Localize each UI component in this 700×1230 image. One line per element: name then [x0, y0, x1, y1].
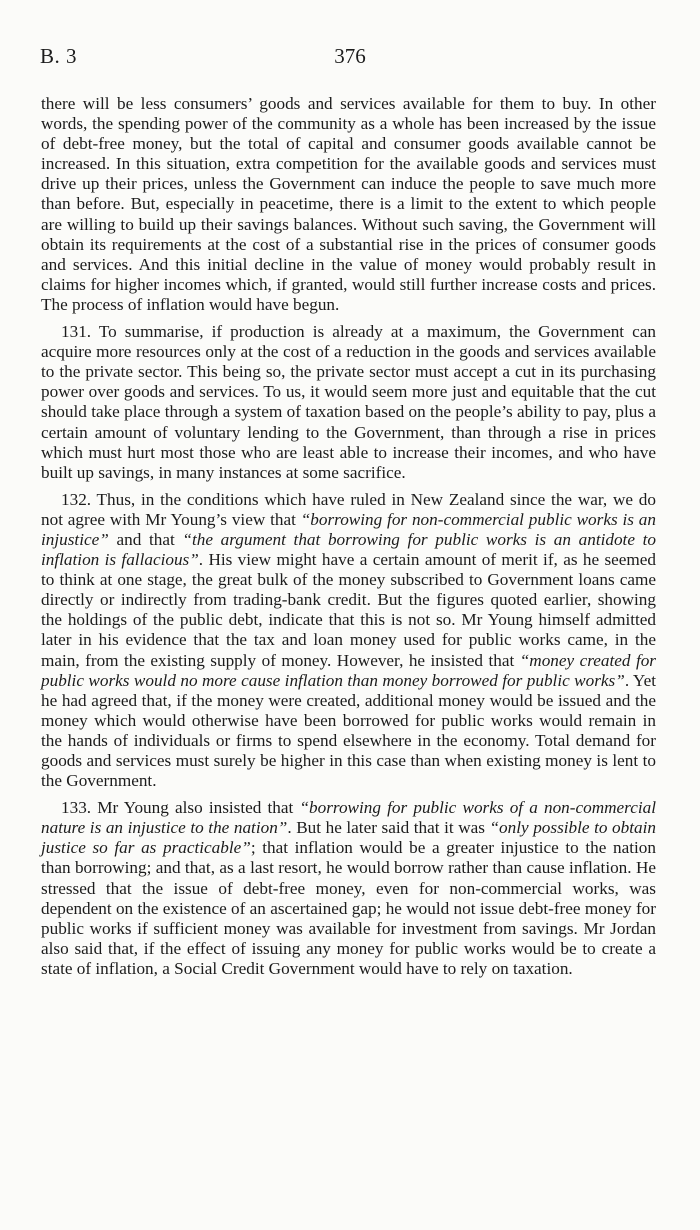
text-run: 131. To summarise, if production is already at a maximum, the Government can acquire more resources only at the cost of a reduction in the goods and services available to the private sector. This being so, the private sector must accept a cut in its purchasing power over goods and services. To us, it would seem more just and equitable that the cut should take place through a system of taxation based on the people’s ability to pay, plus a certain amount of voluntary lending to the Government, than through a rise in prices which must hurt most those who are least able to increase their incomes, and who have built up savings, in many instances at some sacrifice. — [41, 322, 656, 482]
text-run: . Yet he had agreed that, if the money were created, additional money would be issued and the money which would otherwise have been borrowed for public works would remain in the hands of individuals or firms to spend elsewhere in the economy. Total demand for goods and services must surely be higher in this case than when existing money is lent to the Government. — [41, 670, 657, 791]
paragraph-132 — [41, 490, 656, 791]
quoted-text: “the argument that borrowing for public works is an antidote to inflation is fallacious” — [41, 529, 657, 570]
text-run: there will be less consumers’ goods and services available for them to buy. In other words, the spending power of the community as a whole has been increased by the issue of debt-free money, but the total of capital and consumer goods available cannot be increased. In this situation, extra competition for the available goods and services must drive up their prices, unless the Government can induce the people to save much more than before. But, especially in peacetime, there is a limit to the extent to which people are willing to build up their savings balances. Without such saving, the Government will obtain its requirements at the cost of a substantial rise in the prices of consumer goods and services. And this initial decline in the value of money would probably result in claims for higher incomes which, if granted, would still further increase costs and prices. The process of inflation would have begun. — [41, 94, 656, 314]
paragraph-131 — [41, 322, 656, 483]
body-text — [41, 94, 656, 986]
paragraph-continuation — [41, 94, 656, 315]
text-run: ; that inflation would be a greater injustice to the nation than borrowing; and that, as a last resort, he would borrow rather than cause inflation. He stressed that the issue of debt-free money, even for non-commercial works, was dependent on the existence of an ascertained gap; he would not issue debt-free money for public works if sufficient money was available for investment from savings. Mr Jordan also said that, if the effect of issuing any money for public works would be to create a state of inflation, a Social Credit Government would have to rely on taxation. — [41, 838, 656, 978]
quoted-text: “borrowing for public works of a non-commercial nature is an injustice to the nation” — [41, 798, 656, 838]
series-label: B. 3 — [40, 44, 78, 68]
quoted-text: “money created for public works would no more cause inflation than money borrowed for public works” — [41, 650, 656, 690]
text-run: . But he later said that it was — [287, 818, 490, 838]
text-run: . His view might have a certain amount of merit if, as he seemed to think at one stage, the great bulk of the money subscribed to Government loans came directly or indirectly from trading-bank credit. But the figures quoted earlier, showing the holdings of the public debt, indicate that this is not so. Mr Young himself admitted later in his evidence that the tax and loan money used for public works came, in the main, from the existing supply of money. However, he insisted that — [41, 550, 656, 670]
page-number: 376 — [334, 44, 366, 68]
quoted-text: “only possible to obtain justice so far as practicable” — [41, 818, 656, 858]
text-run: 133. Mr Young also insisted that — [61, 798, 300, 818]
paragraph-133 — [41, 798, 656, 979]
quoted-text: “borrowing for non-commercial public works is an injustice” — [41, 509, 656, 549]
text-run: 132. Thus, in the conditions which have ruled in New Zealand since the war, we do not agree with Mr Young’s view that — [41, 489, 656, 529]
text-run: and that — [108, 529, 183, 549]
